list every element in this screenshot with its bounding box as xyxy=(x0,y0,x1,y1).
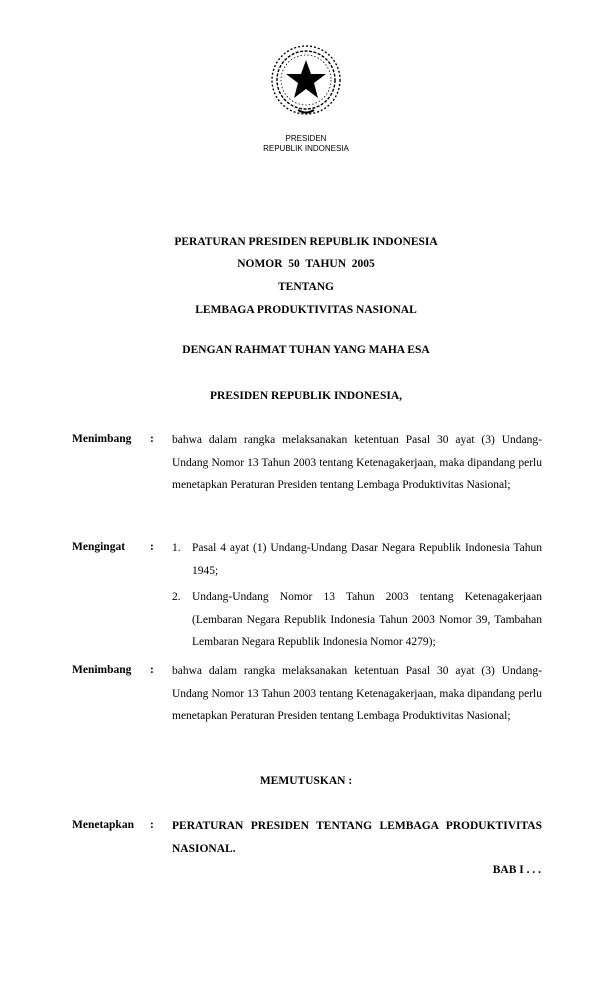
section-text: bahwa dalam rangka melaksanakan ketentuan Pasal 30 ayat (3) Undang-Undang Nomor 13 Tahun 2003 tentang Ketenagakerjaan, maka dipandang perlu menetapkan Peraturan Presiden tentang Lembaga Produktivitas Nasional; xyxy=(172,665,542,723)
section-text: PERATURAN PRESIDEN TENTANG LEMBAGA PRODUKTIVITAS NASIONAL. xyxy=(172,820,542,855)
list-text: Pasal 4 ayat (1) Undang-Undang Dasar Negara Republik Indonesia Tahun 1945; xyxy=(192,542,542,577)
memutuskan-heading: MEMUTUSKAN : xyxy=(259,775,353,787)
section-colon: : xyxy=(150,433,154,445)
section-label: Mengingat xyxy=(72,541,126,553)
title-line-1: PERATURAN PRESIDEN REPUBLIK INDONESIA xyxy=(174,236,438,248)
title-line-3: TENTANG xyxy=(277,281,335,293)
section-label: Menetapkan xyxy=(72,819,134,831)
presidential-seal-emblem xyxy=(268,42,344,118)
president-heading: PRESIDEN REPUBLIK INDONESIA, xyxy=(209,390,403,402)
section-text: bahwa dalam rangka melaksanakan ketentuan Pasal 30 ayat (3) Undang-Undang Nomor 13 Tahun 2003 tentang Ketenagakerjaan, maka dipandang perlu menetapkan Peraturan Presiden tentang Lembaga Produktivitas Nasional; xyxy=(172,434,542,492)
invocation: DENGAN RAHMAT TUHAN YANG MAHA ESA xyxy=(182,344,430,356)
header-republic: REPUBLIK INDONESIA xyxy=(263,144,349,153)
list-item xyxy=(172,586,542,654)
section-colon: : xyxy=(150,541,154,553)
page-continuation: BAB I . . . xyxy=(492,864,541,876)
section-label: Menimbang xyxy=(72,433,132,445)
list-number: 2. xyxy=(172,591,181,603)
header-president: PRESIDEN xyxy=(285,134,327,143)
title-line-2: NOMOR 50 TAHUN 2005 xyxy=(237,258,375,270)
section-colon: : xyxy=(150,664,154,676)
list-item xyxy=(172,537,542,582)
section-label: Menimbang xyxy=(72,664,132,676)
list-text: Undang-Undang Nomor 13 Tahun 2003 tentang Ketenagakerjaan (Lembaran Negara Republik Indonesia Tahun 2003 Nomor 39, Tambahan Lembaran Negara Republik Indonesia Nomor 4279); xyxy=(192,591,542,649)
section-colon: : xyxy=(150,819,154,831)
title-line-4: LEMBAGA PRODUKTIVITAS NASIONAL xyxy=(195,304,417,316)
list-number: 1. xyxy=(172,542,181,554)
